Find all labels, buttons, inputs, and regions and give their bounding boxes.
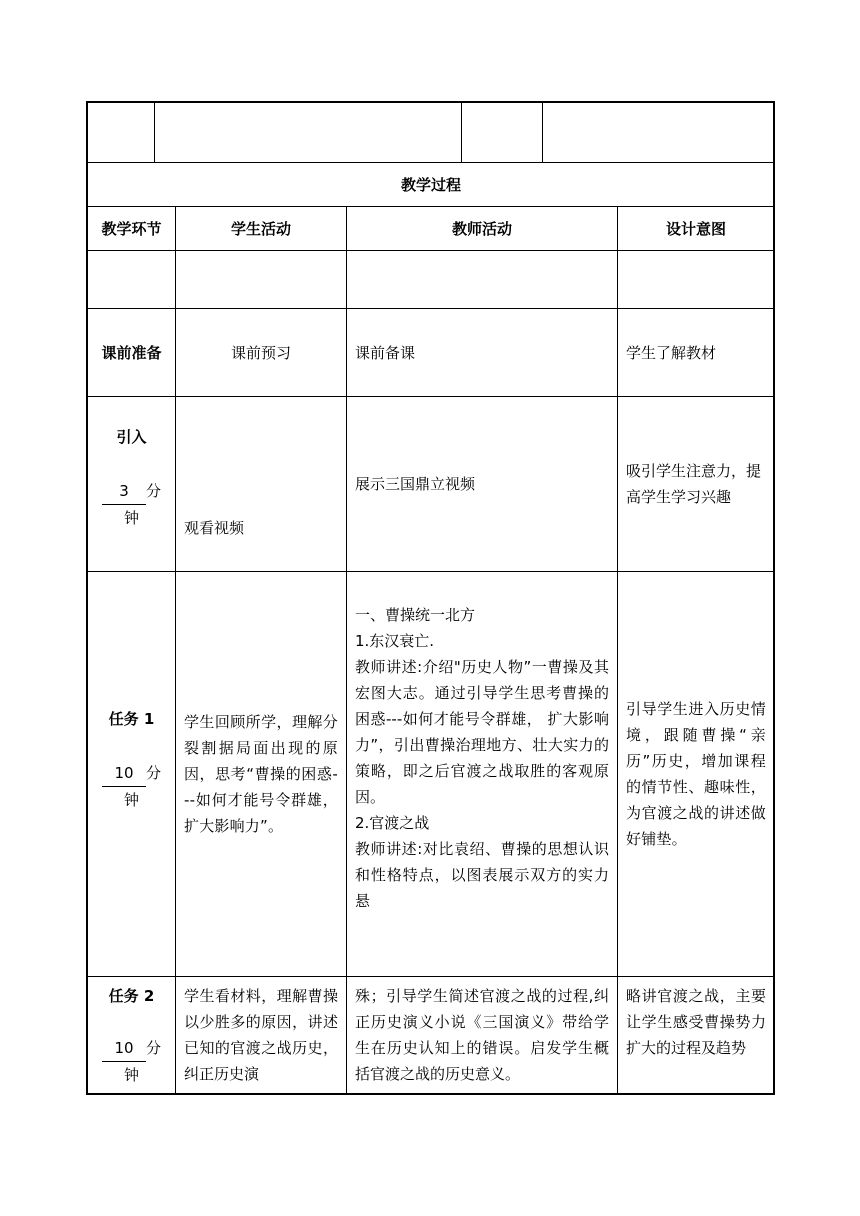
header-teacher-activity: 教师活动 xyxy=(347,207,618,251)
student-activity-prep: 课前预习 xyxy=(176,309,347,397)
top-cell-1 xyxy=(88,103,155,163)
intro-time-unit: 分 xyxy=(145,481,161,500)
table-row xyxy=(88,977,775,1094)
stage-intro xyxy=(88,397,176,572)
student-activity-task2 xyxy=(176,977,347,1094)
task2-time-value: 10 xyxy=(102,1035,146,1062)
teacher-task1-line: 2.官渡之战 xyxy=(355,814,430,832)
section-title: 教学过程 xyxy=(88,163,775,207)
teacher-activity-intro: 展示三国鼎立视频 xyxy=(347,397,618,572)
design-intent-prep: 学生了解教材 xyxy=(618,309,775,397)
student-activity-task2-text: 学生看材料，理解曹操以少胜多的原因，讲述已知的官渡之战历史，纠正历史演 xyxy=(184,987,338,1083)
empty-cell xyxy=(618,251,775,309)
task2-time-unit: 分 xyxy=(145,1039,161,1057)
top-cell-2 xyxy=(155,103,462,163)
teacher-activity-task1 xyxy=(347,572,618,977)
header-stage: 教学环节 xyxy=(88,207,176,251)
task1-time-unit: 分 xyxy=(145,763,161,782)
table-row xyxy=(88,309,775,397)
header-design-intent: 设计意图 xyxy=(618,207,775,251)
stage-prep: 课前准备 xyxy=(88,309,176,397)
stage-intro-label: 引入 xyxy=(116,427,147,446)
task2-time-unit2: 钟 xyxy=(123,1066,139,1084)
empty-cell xyxy=(347,251,618,309)
design-intent-task1: 引导学生进入历史情境，跟随曹操“亲历”历史，增加课程的情节性、趣味性，为官渡之战的讲述做好铺垫。 xyxy=(618,572,775,977)
table-row xyxy=(88,397,775,572)
task1-time-unit2: 钟 xyxy=(123,790,139,809)
empty-cell xyxy=(88,251,176,309)
intro-time-value: 3 xyxy=(102,478,146,505)
top-cell-3 xyxy=(462,103,543,163)
teacher-task1-line: 一、曹操统一北方 xyxy=(355,606,476,624)
top-cell-4 xyxy=(543,103,775,163)
student-activity-task1: 学生回顾所学，理解分裂割据局面出现的原因，思考“曹操的困惑---如何才能号令群雄，扩大影响力”。 xyxy=(176,572,347,977)
stage-task1 xyxy=(88,572,176,977)
stage-task2-label: 任务 2 xyxy=(108,987,155,1005)
design-intent-task2: 略讲官渡之战，主要让学生感受曹操势力扩大的过程及趋势 xyxy=(618,977,775,1094)
teacher-task1-line: 教师讲述:介绍"历史人物”一曹操及其宏图大志。通过引导学生思考曹操的 困惑---如何才能号令群雄， 扩大影响力”，引出曹操治理地方、壮大实力的策略，即之后官渡之战取胜的客观原因。 xyxy=(355,658,609,806)
design-intent-intro: 吸引学生注意力，提高学生学习兴趣 xyxy=(618,397,775,572)
student-activity-intro: 观看视频 xyxy=(176,397,347,572)
teacher-task1-line: 教师讲述:对比袁绍、曹操的思想认识和性格特点，以图表展示双方的实力悬 xyxy=(355,840,609,910)
header-student-activity: 学生活动 xyxy=(176,207,347,251)
teaching-process-table xyxy=(87,162,775,1094)
teacher-activity-prep: 课前备课 xyxy=(347,309,618,397)
stage-task2 xyxy=(88,977,176,1094)
top-info-table xyxy=(87,102,775,163)
stage-task1-label: 任务 1 xyxy=(108,709,155,728)
teacher-task1-line: 1.东汉衰亡. xyxy=(355,632,435,650)
task1-time-value: 10 xyxy=(102,760,146,787)
intro-time-unit2: 钟 xyxy=(123,508,139,527)
empty-cell xyxy=(176,251,347,309)
teacher-activity-task2: 殊；引导学生简述官渡之战的过程,纠正历史演义小说《三国演义》带给学生在历史认知上的错误。启发学生概括官渡之战的历史意义。 xyxy=(347,977,618,1094)
table-row xyxy=(88,572,775,977)
